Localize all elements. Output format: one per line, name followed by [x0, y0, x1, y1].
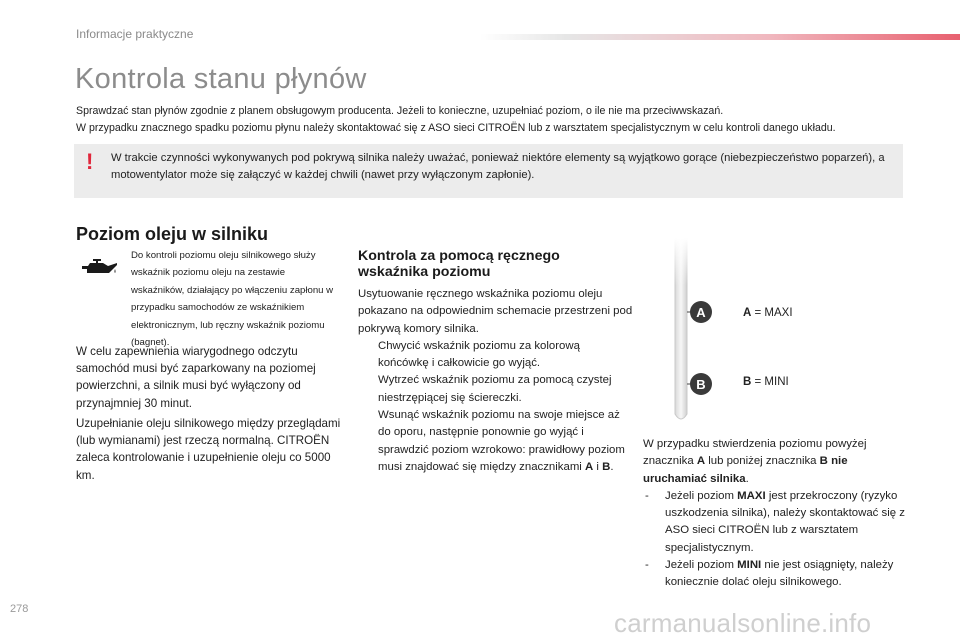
label-maxi: A = MAXI — [743, 307, 793, 319]
list-item: - Jeżeli poziom MINI nie jest osiągnięty, należy koniecznie dolać oleju silnikowego. — [645, 559, 894, 589]
intro-line-2: W przypadku znacznego spadku poziomu płynu należy skontaktować się z ASO sieci CITROËN lub z warsztatem specjalistycznym w celu kontroli danego układu. — [76, 122, 836, 134]
oil-paragraph-1: W celu zapewnienia wiarygodnego odczytu samochód musi być zaparkowany na poziomej powierzchni, a silnik musi być wyłączony od przynajmniej 30 minut. — [76, 345, 316, 410]
svg-text:B: B — [696, 377, 706, 392]
oil-can-icon — [79, 257, 119, 284]
step-text: Wsunąć wskaźnik poziomu na swoje miejsce aż do oporu, następnie ponownie go wyjąć i sprawdzić poziom wzrokowo: prawidłowy poziom musi znajdować się między znacznikami A i B. — [378, 409, 625, 473]
intro-line-1: Sprawdzać stan płynów zgodnie z planem obsługowym producenta. Jeżeli to konieczne, uzupełniać poziom, o ile nie ma przeciwwskazań. — [76, 105, 724, 117]
header-rule — [480, 34, 960, 40]
list-item: - Jeżeli poziom MAXI jest przekroczony (ryzyko uszkodzenia silnika), należy skontaktować się z ASO sieci CITROËN lub z warsztatem specjalistycznym. — [645, 489, 905, 554]
svg-text:A: A — [696, 305, 706, 320]
marker-b-icon — [690, 373, 712, 395]
warning-icon: ! — [86, 149, 94, 174]
step-text: Chwycić wskaźnik poziomu za kolorową końcówkę i całkowicie go wyjąć. — [378, 339, 580, 370]
step-item — [358, 372, 633, 407]
dipstick-heading: Kontrola za pomocą ręcznego wskaźnika poziomu — [358, 248, 560, 280]
dipstick-illustration — [655, 238, 725, 433]
dipstick-instructions — [358, 286, 633, 476]
marker-b-ref: B — [602, 460, 611, 473]
section-title: Informacje praktyczne — [76, 27, 194, 41]
level-warning-paragraph: W przypadku stwierdzenia poziomu powyżej znacznika A lub poniżej znacznika B nie uruchamiać silnika. — [643, 438, 867, 485]
step-item — [358, 338, 633, 373]
level-warning-text — [643, 436, 913, 592]
oil-gauge-note: Do kontroli poziomu oleju silnikowego służy wskaźnik poziomu oleju na zestawie wskaźników, działający po włączeniu zapłonu w przypadku samochodów ze wskaźnikiem elektronicznym, lub ręczny wskaźnik poziomu (bagnet). — [131, 250, 334, 349]
intro-text — [76, 103, 836, 137]
oil-paragraph-2: Uzupełnianie oleju silnikowego między przeglądami (lub wymianami) jest rzeczą normalną. CITROËN zaleca kontrolowanie i uzupełnienie oleju co 5000 km. — [76, 417, 341, 482]
marker-a-icon — [690, 301, 712, 323]
label-mini: B = MINI — [743, 376, 789, 388]
step-item — [358, 407, 633, 476]
marker-a-ref: A — [585, 460, 594, 473]
warning-text: W trakcie czynności wykonywanych pod pokrywą silnika należy uważać, ponieważ niektóre elementy są wyjątkowo gorące (niebezpieczeństwo poparzeń), a motowentylator może się załączyć w każdej chwili (nawet przy wyłączonym zapłonie). — [111, 152, 885, 181]
oil-level-heading: Poziom oleju w silniku — [76, 224, 269, 244]
dipstick-intro: Usytuowanie ręcznego wskaźnika poziomu oleju pokazano na odpowiednim schemacie przestrzeni pod pokrywą komory silnika. — [358, 288, 633, 335]
step-text: Wytrzeć wskaźnik poziomu za pomocą czystej niestrzępiącej się ściereczki. — [378, 374, 612, 404]
watermark: carmanualsonline.info — [614, 608, 872, 638]
page-number: 278 — [10, 603, 29, 615]
page-title: Kontrola stanu płynów — [75, 63, 367, 95]
